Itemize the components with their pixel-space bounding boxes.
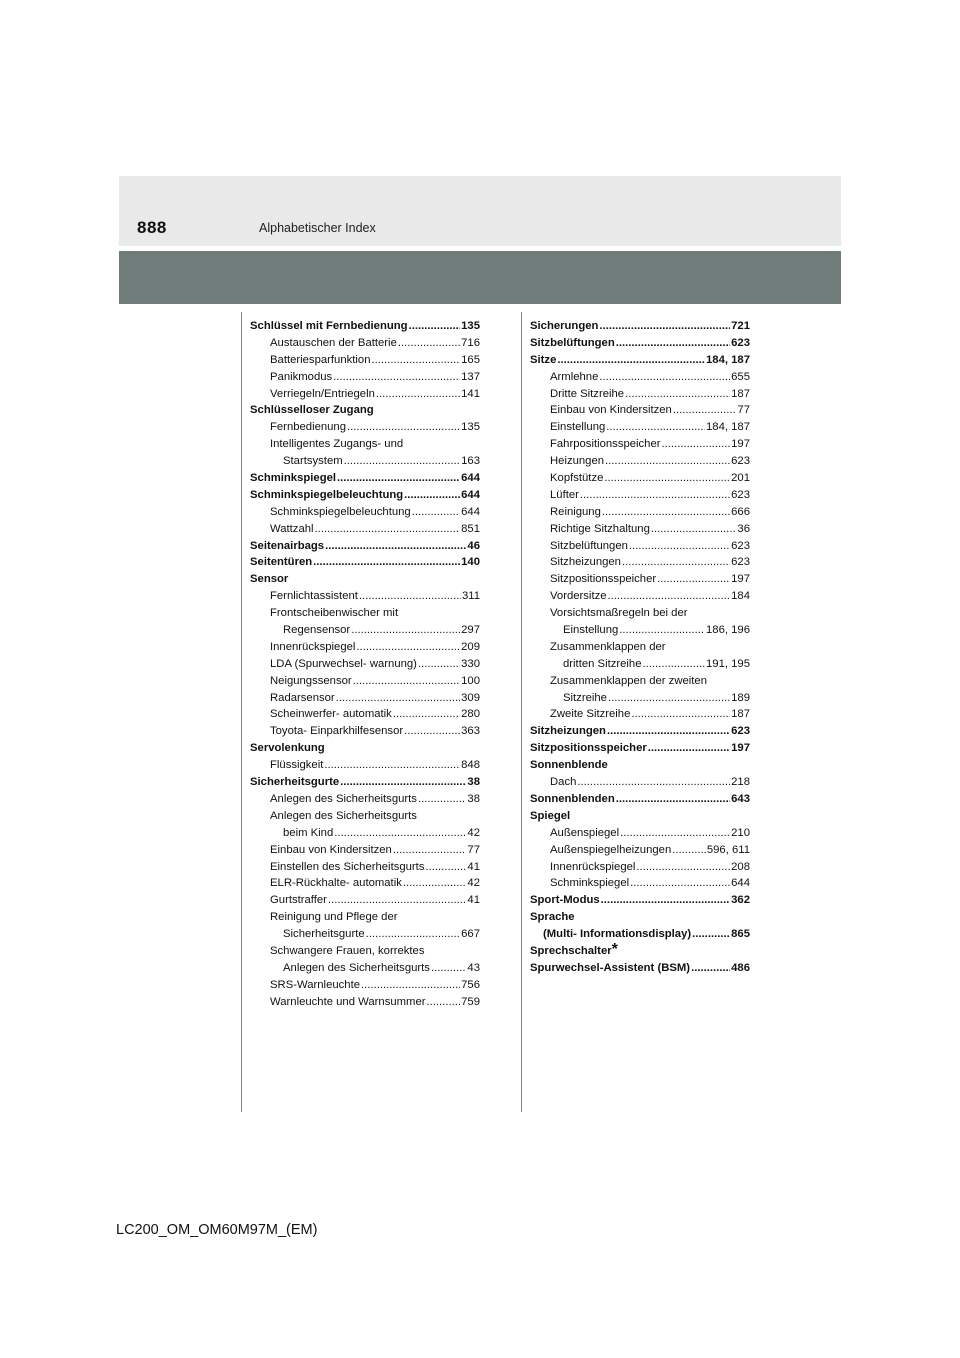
- index-entry: [530, 673, 750, 690]
- index-entry: [530, 554, 750, 571]
- dot-leader: [601, 892, 730, 909]
- dot-leader: [398, 335, 460, 352]
- index-entry: [530, 757, 750, 774]
- index-entry: [530, 571, 750, 588]
- page-reference: 643: [731, 792, 750, 805]
- dot-leader: [404, 723, 460, 740]
- page-reference: 184, 187: [706, 421, 750, 434]
- index-entry: [530, 690, 750, 707]
- index-entry: [250, 335, 480, 352]
- page-reference: 623: [731, 336, 750, 349]
- page-reference: 311: [461, 590, 480, 603]
- dot-leader: [328, 892, 467, 909]
- index-entry: [250, 487, 480, 504]
- page-reference: 141: [461, 387, 480, 400]
- entry-label: Dritte Sitzreihe: [550, 387, 625, 400]
- page-reference: 667: [461, 928, 480, 941]
- page-reference: 756: [461, 978, 480, 991]
- entry-label: Warnleuchte und Warnsummer: [270, 995, 426, 1008]
- entry-label: Sicherungen: [530, 320, 599, 332]
- index-entry: [250, 605, 480, 622]
- dot-leader: [334, 825, 466, 842]
- index-entry: [530, 875, 750, 892]
- dot-leader: [625, 386, 730, 403]
- entry-label: Sensor: [250, 573, 289, 586]
- page-reference: 42: [467, 826, 480, 839]
- dot-leader: [337, 470, 460, 487]
- entry-label: Radarsensor: [270, 691, 335, 704]
- page-reference: 623: [731, 556, 750, 569]
- index-entry: [250, 656, 480, 673]
- dot-leader: [604, 470, 730, 487]
- entry-label: Schminkspiegelbeleuchtung: [250, 488, 404, 501]
- index-entry: [530, 859, 750, 876]
- index-entry: [250, 352, 480, 369]
- entry-label: Zusammenklappen der zweiten: [550, 674, 707, 687]
- index-entry: [250, 875, 480, 892]
- index-entry: [250, 622, 480, 639]
- dot-leader: [673, 402, 737, 419]
- page-reference: 486: [731, 961, 750, 974]
- dot-leader: [412, 504, 460, 521]
- entry-label: Anlegen des Sicherheitsgurts: [270, 809, 417, 822]
- entry-label: Sitzheizungen: [550, 556, 621, 569]
- dot-leader: [366, 926, 461, 943]
- dot-leader: [616, 335, 730, 352]
- index-entry: [250, 538, 480, 555]
- index-entry: [530, 808, 750, 825]
- entry-label: Einbau von Kindersitzen: [550, 404, 672, 417]
- entry-label: Sonnenblenden: [530, 792, 615, 805]
- index-entry: [250, 453, 480, 470]
- page-reference: 623: [731, 455, 750, 468]
- entry-label: Seitenairbags: [250, 539, 325, 552]
- dot-leader: [657, 571, 730, 588]
- page-reference: 187: [731, 387, 750, 400]
- page-reference: 140: [461, 556, 480, 569]
- page-reference: 716: [461, 336, 480, 349]
- entry-label: Sitzpositionsspeicher: [550, 573, 657, 586]
- index-entry: [250, 521, 480, 538]
- index-entry: [250, 757, 480, 774]
- page-reference: 851: [461, 522, 480, 535]
- index-entry: [250, 419, 480, 436]
- index-entry: [530, 706, 750, 723]
- entry-label: Verriegeln/Entriegeln: [270, 387, 375, 400]
- entry-label: Armlehne: [550, 370, 599, 383]
- page-reference: 623: [731, 725, 750, 738]
- entry-label: Zusammenklappen der: [550, 640, 666, 653]
- index-entry: [250, 386, 480, 403]
- index-entry: [530, 926, 750, 943]
- dot-leader: [324, 757, 460, 774]
- index-entry: Sprechschalter *: [530, 942, 618, 958]
- page-reference: 309: [461, 691, 480, 704]
- entry-label: Toyota- Einparkhilfesensor: [270, 725, 404, 738]
- entry-label: Vorsichtsmaßregeln bei der: [550, 607, 688, 620]
- dot-leader: [427, 994, 461, 1011]
- index-entry: [250, 706, 480, 723]
- index-entry: [530, 740, 750, 757]
- page-reference: 297: [461, 624, 480, 637]
- page-reference: 759: [461, 995, 480, 1008]
- index-entry: [250, 673, 480, 690]
- dot-leader: [315, 521, 461, 538]
- dot-leader: [393, 842, 467, 859]
- page-reference: 208: [731, 860, 750, 873]
- entry-label: Richtige Sitzhaltung: [550, 522, 650, 535]
- entry-label: Heizungen: [550, 455, 605, 468]
- entry-label: Reinigung und Pflege der: [270, 911, 398, 924]
- page-reference: 189: [731, 691, 750, 704]
- index-entry: [530, 419, 750, 436]
- page-reference: 36: [737, 522, 750, 535]
- entry-label: Einbau von Kindersitzen: [270, 843, 392, 856]
- page-reference: 137: [461, 370, 480, 383]
- index-entry: [250, 842, 480, 859]
- index-entry: [530, 960, 750, 977]
- index-entry: [530, 842, 750, 859]
- index-entry: [250, 943, 480, 960]
- dot-leader: [599, 318, 730, 335]
- page-reference: 186, 196: [706, 624, 750, 637]
- entry-label: Fernbedienung: [270, 421, 347, 434]
- dot-leader: [629, 538, 730, 555]
- entry-label: Schlüsselloser Zugang: [250, 404, 374, 417]
- page-reference: 135: [461, 320, 480, 332]
- dot-leader: [580, 487, 730, 504]
- index-entry: [250, 690, 480, 707]
- entry-label: Lüfter: [550, 488, 579, 501]
- dot-leader: [630, 875, 730, 892]
- index-entry: [530, 335, 750, 352]
- entry-label: Sprechschalter: [530, 944, 612, 957]
- entry-label: Schminkspiegel: [250, 472, 337, 485]
- index-entry: [250, 740, 480, 757]
- dot-leader: [425, 859, 466, 876]
- dot-leader: [651, 521, 737, 538]
- entry-label: Vordersitze: [550, 590, 607, 603]
- entry-label: Sitzreihe: [563, 691, 607, 704]
- page-reference: 197: [731, 573, 750, 586]
- page-reference: 38: [467, 792, 480, 805]
- page-reference: 77: [737, 404, 750, 417]
- index-entry: [250, 808, 480, 825]
- entry-label: Einstellung: [563, 624, 619, 637]
- index-entry: [530, 453, 750, 470]
- entry-label: Zweite Sitzreihe: [550, 708, 631, 721]
- page-reference: 218: [731, 776, 750, 789]
- entry-label: Sitzbelüftungen: [550, 539, 628, 552]
- index-entry: [530, 622, 750, 639]
- index-entry: [250, 994, 480, 1011]
- document-code: LC200_OM_OM60M97M_(EM): [116, 1222, 318, 1238]
- dot-leader: [371, 352, 460, 369]
- entry-label: ELR-Rückhalte- automatik: [270, 877, 402, 890]
- page-reference: 42: [467, 877, 480, 890]
- entry-label: LDA (Spurwechsel- warnung): [270, 657, 417, 670]
- dot-leader: [313, 554, 460, 571]
- entry-label: Einstellung: [550, 421, 606, 434]
- entry-label: Sicherheitsgurte: [283, 928, 365, 941]
- dot-leader: [418, 656, 460, 673]
- index-entry: [250, 318, 480, 335]
- index-column-right: [530, 318, 750, 977]
- index-entry: [250, 504, 480, 521]
- page-reference: 623: [731, 539, 750, 552]
- page-reference: 666: [731, 505, 750, 518]
- entry-label: Schminkspiegel: [550, 877, 630, 890]
- index-entry: [530, 656, 750, 673]
- index-entry: [250, 470, 480, 487]
- page-reference: 644: [461, 472, 480, 485]
- dot-leader: [631, 706, 730, 723]
- dot-leader: [607, 723, 730, 740]
- header-band: [119, 176, 841, 246]
- column-divider-right: [521, 312, 522, 1112]
- entry-label: Scheinwerfer- automatik: [270, 708, 392, 721]
- page-reference: 38: [467, 776, 480, 789]
- index-entry: [530, 402, 750, 419]
- section-title: Alphabetischer Index: [259, 221, 376, 235]
- index-entry: [250, 571, 480, 588]
- page-reference: 644: [461, 505, 480, 518]
- dot-leader: [602, 504, 730, 521]
- dot-leader: [325, 538, 466, 555]
- entry-label: Sitzheizungen: [530, 725, 606, 738]
- dot-leader: [643, 656, 706, 673]
- entry-label: dritten Sitzreihe: [563, 657, 642, 670]
- page-reference: 201: [731, 472, 750, 485]
- index-entry: [250, 436, 480, 453]
- index-entry: [530, 825, 750, 842]
- dot-leader: [404, 487, 460, 504]
- index-entry: [530, 487, 750, 504]
- index-column-left: [250, 318, 480, 1011]
- entry-label: Sport-Modus: [530, 894, 600, 907]
- page-reference: 197: [731, 742, 750, 755]
- entry-label: Fahrpositionsspeicher: [550, 438, 661, 451]
- header-bar: [119, 251, 841, 304]
- entry-label: Reinigung: [550, 505, 601, 518]
- page-reference: 623: [731, 488, 750, 501]
- page-reference: 197: [731, 438, 750, 451]
- page-reference: 184, 187: [706, 353, 750, 366]
- page-reference: 210: [731, 826, 750, 839]
- page-reference: 77: [467, 843, 480, 856]
- entry-label: Schwangere Frauen, korrektes: [270, 944, 425, 957]
- index-entry: [530, 470, 750, 487]
- dot-leader: [691, 960, 730, 977]
- page-reference: 41: [467, 894, 480, 907]
- dot-leader: [692, 926, 730, 943]
- dot-leader: [616, 791, 730, 808]
- entry-label: Startsystem: [283, 455, 343, 468]
- index-entry: [250, 554, 480, 571]
- index-entry: [530, 318, 750, 335]
- entry-label: Intelligentes Zugangs- und: [270, 438, 404, 451]
- dot-leader: [608, 690, 730, 707]
- index-entry: [530, 436, 750, 453]
- dot-leader: [333, 369, 460, 386]
- index-entry: [530, 909, 750, 926]
- dot-leader: [605, 453, 730, 470]
- index-entry: [250, 825, 480, 842]
- page-reference: 721: [731, 320, 750, 332]
- entry-label: Neigungssensor: [270, 674, 352, 687]
- page-reference: 43: [467, 961, 480, 974]
- entry-label: Einstellen des Sicherheitsgurts: [270, 860, 425, 873]
- index-entry: [250, 723, 480, 740]
- index-entry: [250, 892, 480, 909]
- index-entry: [250, 639, 480, 656]
- dot-leader: [356, 639, 460, 656]
- entry-label: beim Kind: [283, 826, 334, 839]
- entry-label: Innenrückspiegel: [550, 860, 636, 873]
- entry-label: Fernlichtassistent: [270, 590, 358, 603]
- entry-label: Flüssigkeit: [270, 759, 324, 772]
- entry-label: Sicherheitsgurte: [250, 776, 340, 789]
- page-reference: 100: [461, 674, 480, 687]
- dot-leader: [347, 419, 460, 436]
- page-reference: 644: [731, 877, 750, 890]
- dot-leader: [636, 859, 730, 876]
- dot-leader: [620, 825, 730, 842]
- entry-label: Austauschen der Batterie: [270, 336, 397, 349]
- page-reference: 363: [461, 725, 480, 738]
- dot-leader: [662, 436, 731, 453]
- page-reference: 330: [461, 657, 480, 670]
- page-reference: 655: [731, 370, 750, 383]
- dot-leader: [403, 875, 467, 892]
- entry-label: Außenspiegel: [550, 826, 620, 839]
- entry-label: Wattzahl: [270, 522, 314, 535]
- index-entry: [250, 977, 480, 994]
- dot-leader: [340, 774, 466, 791]
- page-reference: 163: [461, 455, 480, 468]
- column-divider-left: [241, 312, 242, 1112]
- index-entry: [530, 605, 750, 622]
- index-entry: [530, 504, 750, 521]
- entry-label: Sitzpositionsspeicher: [530, 742, 647, 755]
- page-reference: 644: [461, 488, 480, 501]
- page-reference: 865: [731, 928, 750, 941]
- dot-leader: [359, 588, 461, 605]
- entry-label: Innenrückspiegel: [270, 640, 356, 653]
- entry-label: Batteriesparfunktion: [270, 353, 371, 366]
- index-entry: [530, 521, 750, 538]
- dot-leader: [606, 419, 705, 436]
- dot-leader: [608, 588, 731, 605]
- entry-label: Spiegel: [530, 809, 571, 822]
- entry-label: Gurtstraffer: [270, 894, 327, 907]
- dot-leader: [599, 369, 730, 386]
- entry-label: SRS-Warnleuchte: [270, 978, 360, 991]
- entry-label: Sitze: [530, 353, 557, 366]
- index-entry: [530, 639, 750, 656]
- entry-label: Schlüssel mit Fernbedienung: [250, 320, 408, 332]
- dot-leader: [418, 791, 466, 808]
- page-reference: 135: [461, 421, 480, 434]
- entry-label: Anlegen des Sicherheitsgurts: [283, 961, 430, 974]
- entry-label: Frontscheibenwischer mit: [270, 607, 399, 620]
- index-entry: [250, 588, 480, 605]
- entry-label: Anlegen des Sicherheitsgurts: [270, 792, 417, 805]
- page-reference: 184: [731, 590, 750, 603]
- index-entry: [250, 402, 480, 419]
- entry-label: Sprache: [530, 911, 575, 924]
- entry-label: Spurwechsel-Assistent (BSM): [530, 961, 691, 974]
- dot-leader: [361, 977, 460, 994]
- page-reference: 596, 611: [706, 843, 750, 856]
- dot-leader: [351, 622, 460, 639]
- index-entry: [530, 791, 750, 808]
- page-reference: 41: [467, 860, 480, 873]
- index-entry: [250, 859, 480, 876]
- entry-label: Servolenkung: [250, 742, 325, 755]
- index-entry: [530, 892, 750, 909]
- index-entry: [530, 723, 750, 740]
- entry-label: Dach: [550, 776, 577, 789]
- page-reference: 280: [461, 708, 480, 721]
- index-entry: [250, 960, 480, 977]
- dot-leader: [376, 386, 460, 403]
- page-number: 888: [137, 218, 167, 237]
- entry-label: Sitzbelüftungen: [530, 336, 615, 349]
- page-reference: 191, 195: [706, 657, 750, 670]
- entry-label: Kopfstütze: [550, 472, 604, 485]
- dot-leader: [557, 352, 705, 369]
- dot-leader: [409, 318, 461, 335]
- index-entry: [530, 774, 750, 791]
- index-entry: [530, 538, 750, 555]
- page-reference: 362: [731, 894, 750, 907]
- dot-leader: [353, 673, 461, 690]
- entry-label: Seitentüren: [250, 556, 313, 569]
- index-entry: [530, 386, 750, 403]
- dot-leader: [577, 774, 730, 791]
- index-entry: [250, 369, 480, 386]
- dot-leader: [622, 554, 730, 571]
- dot-leader: [336, 690, 460, 707]
- page-reference: 848: [461, 759, 480, 772]
- entry-label: (Multi- Informationsdisplay): [543, 928, 692, 941]
- entry-label: Regensensor: [283, 624, 351, 637]
- entry-label: Schminkspiegelbeleuchtung: [270, 505, 411, 518]
- entry-label: Außenspiegelheizungen: [550, 843, 672, 856]
- index-entry: [250, 791, 480, 808]
- dot-leader: [344, 453, 461, 470]
- dot-leader: [619, 622, 705, 639]
- entry-label: Panikmodus: [270, 370, 333, 383]
- page-reference: 165: [461, 353, 480, 366]
- page-reference: 46: [467, 539, 480, 552]
- index-entry: [250, 909, 480, 926]
- dot-leader: [648, 740, 730, 757]
- index-entry: [250, 774, 480, 791]
- dot-leader: [393, 706, 460, 723]
- entry-label: Sonnenblende: [530, 759, 608, 772]
- page-reference: 209: [461, 640, 480, 653]
- page-reference: 187: [731, 708, 750, 721]
- dot-leader: [431, 960, 466, 977]
- dot-leader: [672, 842, 706, 859]
- index-entry: [530, 369, 750, 386]
- index-entry: [250, 926, 480, 943]
- index-entry: [530, 352, 750, 369]
- index-entry: [530, 588, 750, 605]
